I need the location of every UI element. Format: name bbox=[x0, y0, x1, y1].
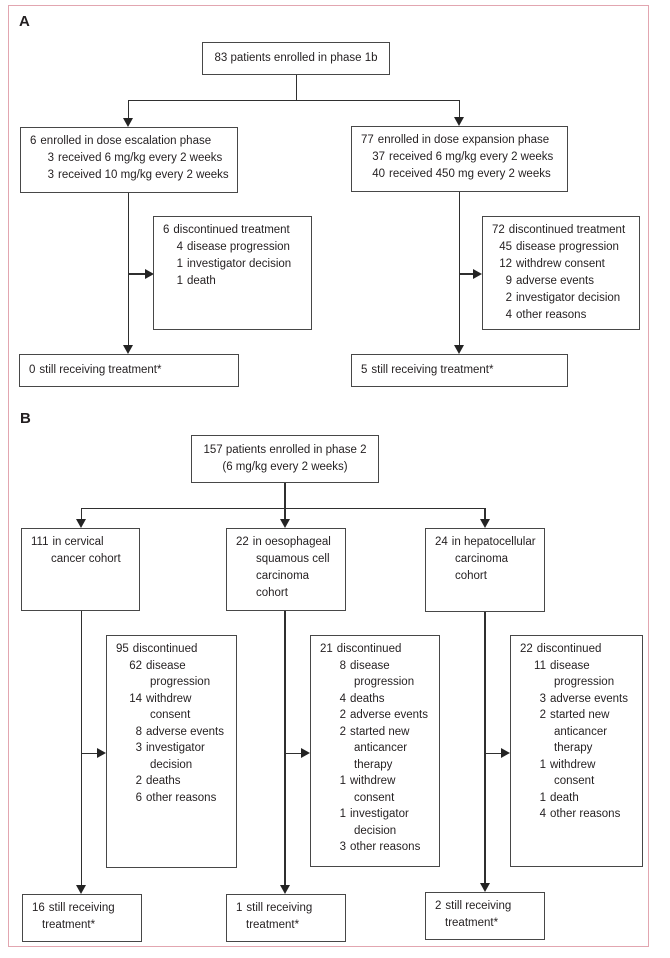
line-number: 37 bbox=[372, 151, 385, 163]
line-text: still receiving treatment* bbox=[39, 364, 162, 376]
connector-line bbox=[460, 273, 474, 275]
line-number: 9 bbox=[505, 275, 512, 287]
line-number: 2 bbox=[135, 775, 142, 787]
line-number: 62 bbox=[129, 659, 142, 672]
line-text: adverse events bbox=[516, 275, 594, 287]
line-number: 1 bbox=[539, 758, 546, 771]
line-number: 22 bbox=[520, 643, 533, 655]
arrowhead-right bbox=[301, 748, 310, 758]
line-text: withdrew consent bbox=[516, 258, 605, 270]
line-text: still receiving bbox=[48, 902, 115, 914]
line-number: 95 bbox=[116, 643, 129, 655]
box-text-line: cohort bbox=[455, 570, 487, 582]
box-text-line bbox=[361, 362, 493, 379]
box-text-line: 157 patients enrolled in phase 2 bbox=[203, 444, 367, 456]
box-text-line bbox=[30, 167, 235, 184]
line-text: discontinued bbox=[536, 643, 602, 655]
hepatocellular-discontinued-box bbox=[510, 635, 643, 867]
box-text-line bbox=[31, 534, 137, 551]
phase1b-enrolled-box bbox=[202, 42, 390, 75]
box-text-line bbox=[32, 900, 139, 917]
box-text-line bbox=[520, 757, 640, 774]
line-text: in hepatocellular bbox=[451, 536, 536, 548]
line-text: disease progression bbox=[516, 241, 619, 253]
box-text-line bbox=[236, 534, 343, 551]
box-text-line bbox=[29, 362, 161, 379]
line-number: 3 bbox=[47, 169, 54, 181]
line-text: other reasons bbox=[146, 791, 217, 804]
box-text-line bbox=[492, 273, 637, 290]
hepatocellular-still-receiving-box bbox=[425, 892, 545, 940]
box-text-line bbox=[163, 239, 309, 256]
connector-line bbox=[81, 508, 486, 510]
line-text: withdrew bbox=[350, 775, 396, 787]
line-number: 16 bbox=[32, 902, 45, 914]
box-text-line: consent bbox=[554, 775, 595, 787]
connector-line bbox=[285, 753, 301, 755]
line-text: received 6 mg/kg every 2 weeks bbox=[58, 152, 223, 164]
line-text: disease bbox=[550, 659, 590, 672]
box-text-line bbox=[492, 307, 637, 324]
oesophageal-still-receiving-box bbox=[226, 894, 346, 942]
box-text-line: decision bbox=[150, 758, 193, 771]
box-text-line: decision bbox=[354, 824, 397, 837]
arrowhead-down bbox=[480, 883, 490, 892]
cervical-cohort-box bbox=[21, 528, 140, 611]
box-text-line bbox=[361, 166, 565, 183]
line-text: started new bbox=[550, 709, 610, 721]
arrowhead-right bbox=[501, 748, 510, 758]
line-number: 6 bbox=[30, 135, 37, 147]
line-number: 2 bbox=[539, 709, 546, 721]
connector-line bbox=[128, 273, 145, 275]
connector-line bbox=[459, 100, 461, 117]
line-text: still receiving bbox=[246, 902, 313, 914]
line-text: adverse events bbox=[550, 692, 628, 705]
box-text-line: (6 mg/kg every 2 weeks) bbox=[222, 461, 348, 473]
line-number: 2 bbox=[435, 900, 442, 912]
line-text: received 450 mg every 2 weeks bbox=[389, 168, 551, 180]
line-number: 21 bbox=[320, 643, 333, 655]
expansion-discontinued-box bbox=[482, 216, 640, 330]
arrowhead-down bbox=[280, 519, 290, 528]
connector-line bbox=[284, 483, 286, 508]
line-text: deaths bbox=[350, 692, 385, 705]
line-text: withdrew bbox=[550, 758, 596, 771]
line-number: 2 bbox=[505, 292, 512, 304]
box-text-line: progression bbox=[554, 676, 615, 688]
line-text: investigator decision bbox=[187, 258, 292, 270]
box-text-line bbox=[320, 691, 437, 708]
dose-expansion-box bbox=[351, 126, 568, 192]
box-text-line bbox=[236, 900, 343, 917]
box-text-line bbox=[116, 641, 234, 658]
line-number: 2 bbox=[339, 725, 346, 738]
box-text-line bbox=[520, 691, 640, 708]
box-text-line bbox=[320, 839, 437, 856]
line-text: discontinued treatment bbox=[173, 224, 290, 236]
line-number: 1 bbox=[176, 258, 183, 270]
arrowhead-down bbox=[454, 117, 464, 126]
box-text-line: anticancer bbox=[354, 742, 408, 754]
line-number: 8 bbox=[339, 659, 346, 672]
expansion-still-receiving-box bbox=[351, 354, 568, 387]
box-text-line: carcinoma bbox=[455, 553, 509, 565]
box-text-line bbox=[116, 724, 234, 741]
line-text: enrolled in dose escalation phase bbox=[40, 135, 212, 147]
line-text: disease bbox=[350, 659, 390, 672]
line-text: discontinued bbox=[132, 643, 198, 655]
box-text-line: consent bbox=[354, 791, 395, 804]
line-text: still receiving treatment* bbox=[371, 364, 494, 376]
box-text-line bbox=[492, 256, 637, 273]
box-text-line bbox=[116, 691, 234, 708]
line-number: 6 bbox=[135, 791, 142, 804]
line-number: 6 bbox=[163, 224, 170, 236]
line-text: discontinued bbox=[336, 643, 402, 655]
line-number: 2 bbox=[339, 709, 346, 721]
connector-line bbox=[284, 611, 286, 885]
line-number: 40 bbox=[372, 168, 385, 180]
line-number: 14 bbox=[129, 692, 142, 705]
box-text-line bbox=[320, 707, 437, 724]
line-number: 72 bbox=[492, 224, 505, 236]
box-text-line bbox=[116, 790, 234, 807]
box-text-line bbox=[163, 273, 309, 290]
line-number: 4 bbox=[176, 241, 183, 253]
line-number: 11 bbox=[534, 659, 546, 672]
box-text-line bbox=[320, 724, 437, 741]
box-text-line: carcinoma bbox=[256, 570, 310, 582]
connector-line bbox=[485, 753, 501, 755]
line-text: started new bbox=[350, 725, 410, 738]
box-text-line: treatment* bbox=[445, 917, 499, 929]
arrowhead-down bbox=[123, 118, 133, 127]
box-text-line bbox=[520, 806, 640, 823]
line-text: death bbox=[550, 791, 579, 804]
box-text-line: consent bbox=[150, 709, 191, 721]
line-text: in oesophageal bbox=[252, 536, 331, 548]
line-number: 45 bbox=[499, 241, 512, 253]
line-number: 1 bbox=[339, 808, 346, 820]
arrowhead-down bbox=[480, 519, 490, 528]
connector-line bbox=[128, 100, 130, 118]
connector-line bbox=[81, 753, 97, 755]
phase2-enrolled-box bbox=[191, 435, 379, 483]
box-text-line bbox=[492, 239, 637, 256]
box-text-line bbox=[361, 132, 565, 149]
oesophageal-cohort-box bbox=[226, 528, 346, 611]
line-text: other reasons bbox=[350, 841, 421, 853]
line-number: 1 bbox=[539, 791, 546, 804]
line-number: 4 bbox=[539, 808, 546, 820]
dose-escalation-box bbox=[20, 127, 238, 193]
box-text-line bbox=[520, 790, 640, 807]
panel-b-label: B bbox=[20, 410, 31, 427]
line-number: 3 bbox=[339, 841, 346, 853]
box-text-line: anticancer bbox=[554, 725, 608, 738]
arrowhead-down bbox=[76, 519, 86, 528]
line-number: 111 bbox=[31, 536, 49, 548]
box-text-line: therapy bbox=[354, 758, 393, 771]
box-text-line bbox=[163, 256, 309, 273]
line-number: 1 bbox=[236, 902, 243, 914]
box-text-line: progression bbox=[150, 676, 211, 688]
box-text-line bbox=[163, 222, 309, 239]
arrowhead-down bbox=[76, 885, 86, 894]
box-text-line: cancer cohort bbox=[51, 553, 121, 565]
box-text-line: cohort bbox=[256, 587, 288, 599]
box-text-line: squamous cell bbox=[256, 553, 330, 565]
hepatocellular-cohort-box bbox=[425, 528, 545, 612]
box-text-line bbox=[320, 641, 437, 658]
arrowhead-down bbox=[454, 345, 464, 354]
line-text: adverse events bbox=[350, 709, 428, 721]
line-number: 1 bbox=[176, 275, 183, 287]
box-text-line bbox=[520, 707, 640, 724]
line-number: 5 bbox=[361, 364, 368, 376]
line-number: 8 bbox=[135, 725, 142, 738]
line-text: disease bbox=[146, 659, 186, 672]
line-text: investigator decision bbox=[516, 292, 621, 304]
box-text-line bbox=[492, 222, 637, 239]
line-number: 3 bbox=[135, 742, 142, 754]
line-text: still receiving bbox=[445, 900, 512, 912]
arrowhead-right bbox=[97, 748, 106, 758]
line-text: adverse events bbox=[146, 725, 224, 738]
arrowhead-down bbox=[280, 885, 290, 894]
box-text-line: treatment* bbox=[42, 919, 96, 931]
connector-line bbox=[484, 612, 486, 883]
line-number: 22 bbox=[236, 536, 249, 548]
box-text-line bbox=[435, 898, 542, 915]
connector-line bbox=[128, 193, 130, 345]
line-number: 0 bbox=[29, 364, 36, 376]
line-text: withdrew bbox=[146, 692, 192, 705]
cervical-still-receiving-box bbox=[22, 894, 142, 942]
box-text-line: treatment* bbox=[246, 919, 300, 931]
line-text: investigator bbox=[146, 742, 205, 754]
line-number: 4 bbox=[505, 309, 512, 321]
connector-line bbox=[296, 75, 298, 100]
box-text-line: 83 patients enrolled in phase 1b bbox=[214, 52, 378, 64]
arrowhead-down bbox=[123, 345, 133, 354]
connector-line bbox=[81, 611, 83, 885]
box-text-line: therapy bbox=[554, 742, 593, 754]
line-text: other reasons bbox=[550, 808, 621, 820]
box-text-line bbox=[320, 773, 437, 790]
box-text-line: progression bbox=[354, 676, 415, 688]
cervical-discontinued-box bbox=[106, 635, 237, 868]
box-text-line bbox=[520, 641, 640, 658]
line-text: death bbox=[187, 275, 216, 287]
escalation-discontinued-box bbox=[153, 216, 312, 330]
panel-a-label: A bbox=[19, 13, 30, 30]
line-text: deaths bbox=[146, 775, 181, 787]
line-text: enrolled in dose expansion phase bbox=[377, 134, 550, 146]
box-text-line bbox=[520, 658, 640, 675]
arrowhead-right bbox=[473, 269, 482, 279]
line-number: 1 bbox=[339, 775, 346, 787]
line-number: 3 bbox=[539, 692, 546, 705]
box-text-line bbox=[116, 773, 234, 790]
connector-line bbox=[459, 192, 461, 345]
line-number: 77 bbox=[361, 134, 374, 146]
box-text-line bbox=[361, 149, 565, 166]
box-text-line bbox=[492, 290, 637, 307]
line-number: 12 bbox=[499, 258, 512, 270]
box-text-line bbox=[320, 658, 437, 675]
line-text: discontinued treatment bbox=[508, 224, 626, 236]
line-text: received 10 mg/kg every 2 weeks bbox=[58, 169, 229, 181]
oesophageal-discontinued-box bbox=[310, 635, 440, 867]
escalation-still-receiving-box bbox=[19, 354, 239, 387]
line-text: in cervical bbox=[52, 536, 104, 548]
line-text: other reasons bbox=[516, 309, 587, 321]
box-text-line bbox=[320, 806, 437, 823]
box-text-line bbox=[30, 150, 235, 167]
line-text: received 6 mg/kg every 2 weeks bbox=[389, 151, 554, 163]
box-text-line bbox=[30, 133, 235, 150]
box-text-line bbox=[435, 534, 542, 551]
line-number: 24 bbox=[435, 536, 448, 548]
line-text: investigator bbox=[350, 808, 409, 820]
line-text: disease progression bbox=[187, 241, 290, 253]
connector-line bbox=[128, 100, 460, 102]
line-number: 4 bbox=[339, 692, 346, 705]
box-text-line bbox=[116, 658, 234, 675]
line-number: 3 bbox=[47, 152, 54, 164]
box-text-line bbox=[116, 740, 234, 757]
